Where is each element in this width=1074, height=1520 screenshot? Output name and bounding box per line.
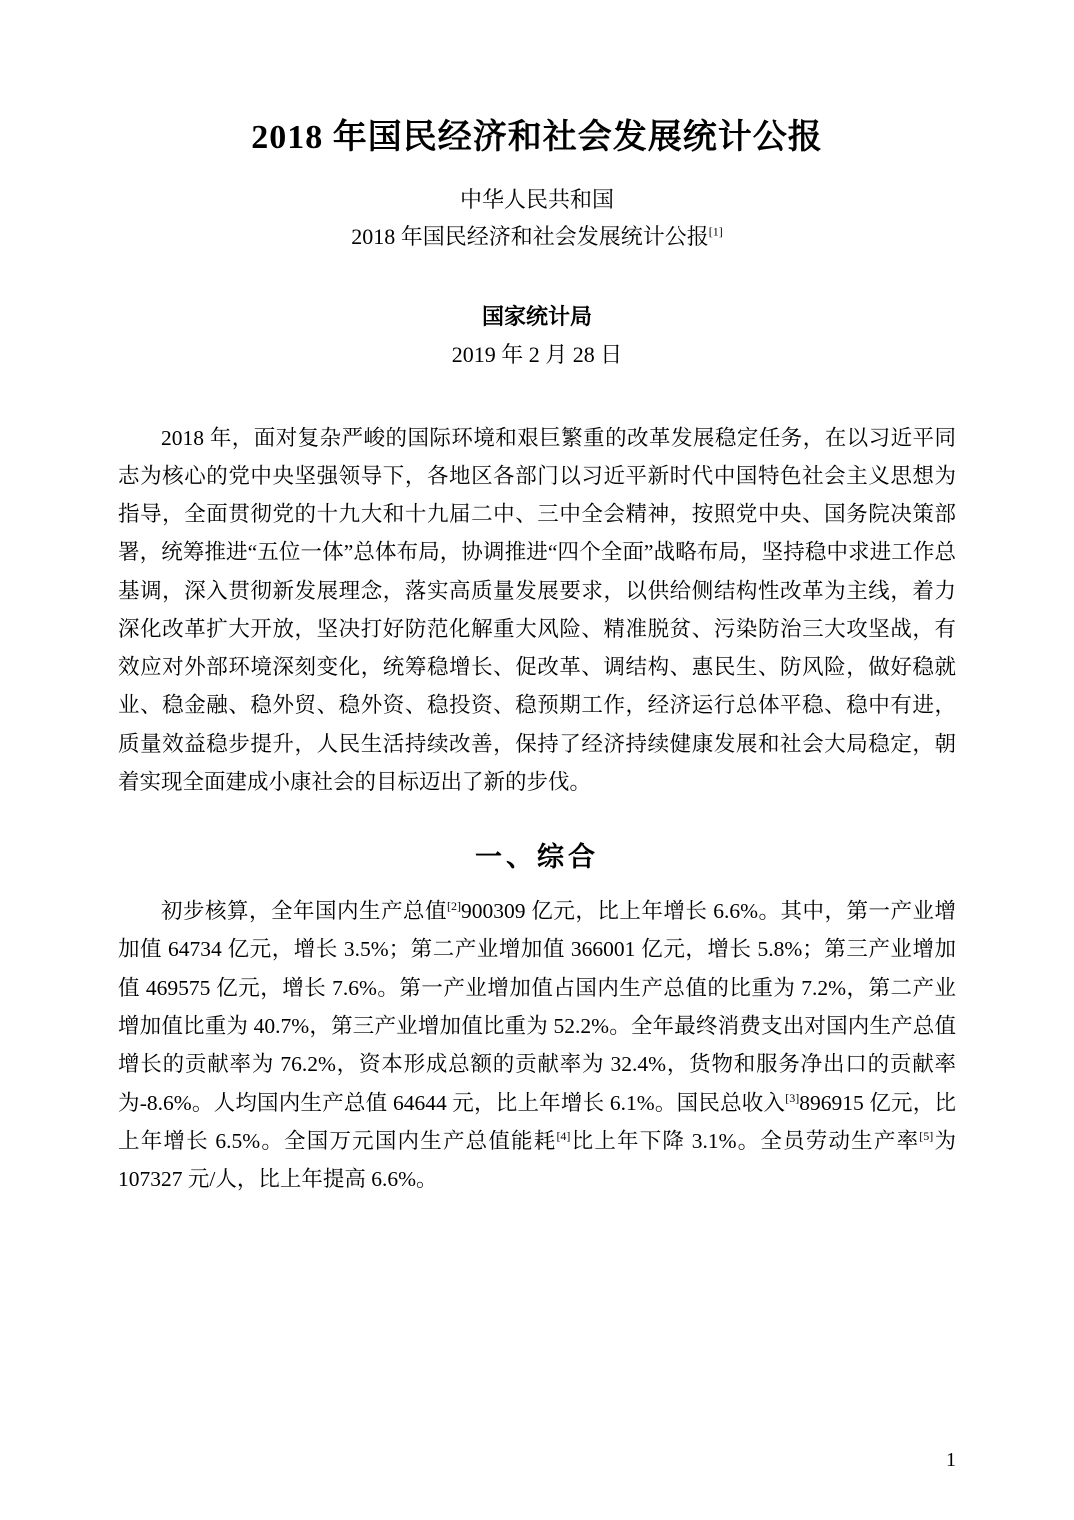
publication-date: 2019 年 2 月 28 日: [451, 341, 623, 367]
section-one-text-4: 比上年下降 3.1%。全员劳动生产率: [570, 1128, 920, 1153]
section-one-text-2: 900309 亿元，比上年增长 6.6%。其中，第一产业增加值 64734 亿元，增长 3.5%；第二产业增加值 366001 亿元，增长 5.8%；第三产业增加值 469575 亿元，增长 7.6%。第一产业增加值占国内生产总值的比重为 7.2%，第二产业增加值比重为 40.7%，第三产业增加值比重为 52.2%。全年最终消费支出对国内生产总值增长的贡献率为 76.2%，资本形成总额的贡献率为 32.4%，货物和服务净出口的贡献率为-8.6%。人均国内生产总值 64644 元，比上年增长 6.1%。国民总收入: [118, 899, 956, 1115]
subtitle-report-name: [118, 218, 956, 255]
intro-paragraph: 2018 年，面对复杂严峻的国际环境和艰巨繁重的改革发展稳定任务，在以习近平同志为核心的党中央坚强领导下，各地区各部门以习近平新时代中国特色社会主义思想为指导，全面贯彻党的十九大和十九届二中、三中全会精神，按照党中央、国务院决策部署，统筹推进“五位一体”总体布局，协调推进“四个全面”战略布局，坚持稳中求进工作总基调，深入贯彻新发展理念，落实高质量发展要求，以供给侧结构性改革为主线，着力深化改革扩大开放，坚决打好防范化解重大风险、精准脱贫、污染防治三大攻坚战，有效应对外部环境深刻变化，统筹稳增长、促改革、调结构、惠民生、防风险，做好稳就业、稳金融、稳外贸、稳外资、稳投资、稳预期工作，经济运行总体平稳、稳中有进，质量效益稳步提升，人民生活持续改善，保持了经济持续健康发展和社会大局稳定，朝着实现全面建成小康社会的目标迈出了新的步伐。: [118, 425, 956, 794]
section-heading-overview: 一、综合: [475, 842, 599, 873]
footnote-marker-3: [3]: [785, 1090, 800, 1105]
footnote-marker-2: [2]: [446, 899, 461, 914]
organization-name: 国家统计局: [481, 303, 592, 329]
subtitle-country: 中华人民共和国: [459, 186, 614, 212]
footnote-marker-4: [4]: [556, 1128, 571, 1143]
organization-block: [118, 298, 956, 375]
subtitle-report-name-text: 2018 年国民经济和社会发展统计公报: [351, 224, 709, 250]
section-one-text-3: 896915 亿元，比上年增长 6.5%。全国万元国内生产总值能耗: [118, 1090, 956, 1153]
page-title: 2018 年国民经济和社会发展统计公报: [251, 119, 823, 156]
section-one-paragraph: [118, 892, 956, 1198]
page-number: 1: [946, 1449, 956, 1471]
section-one-text-1: 初步核算，全年国内生产总值: [161, 899, 447, 924]
section-one-text-5: 为 107327 元/人，比上年提高 6.6%。: [118, 1128, 956, 1192]
footnote-marker-5: [5]: [919, 1128, 934, 1143]
footnote-marker-1: [1]: [708, 224, 723, 239]
